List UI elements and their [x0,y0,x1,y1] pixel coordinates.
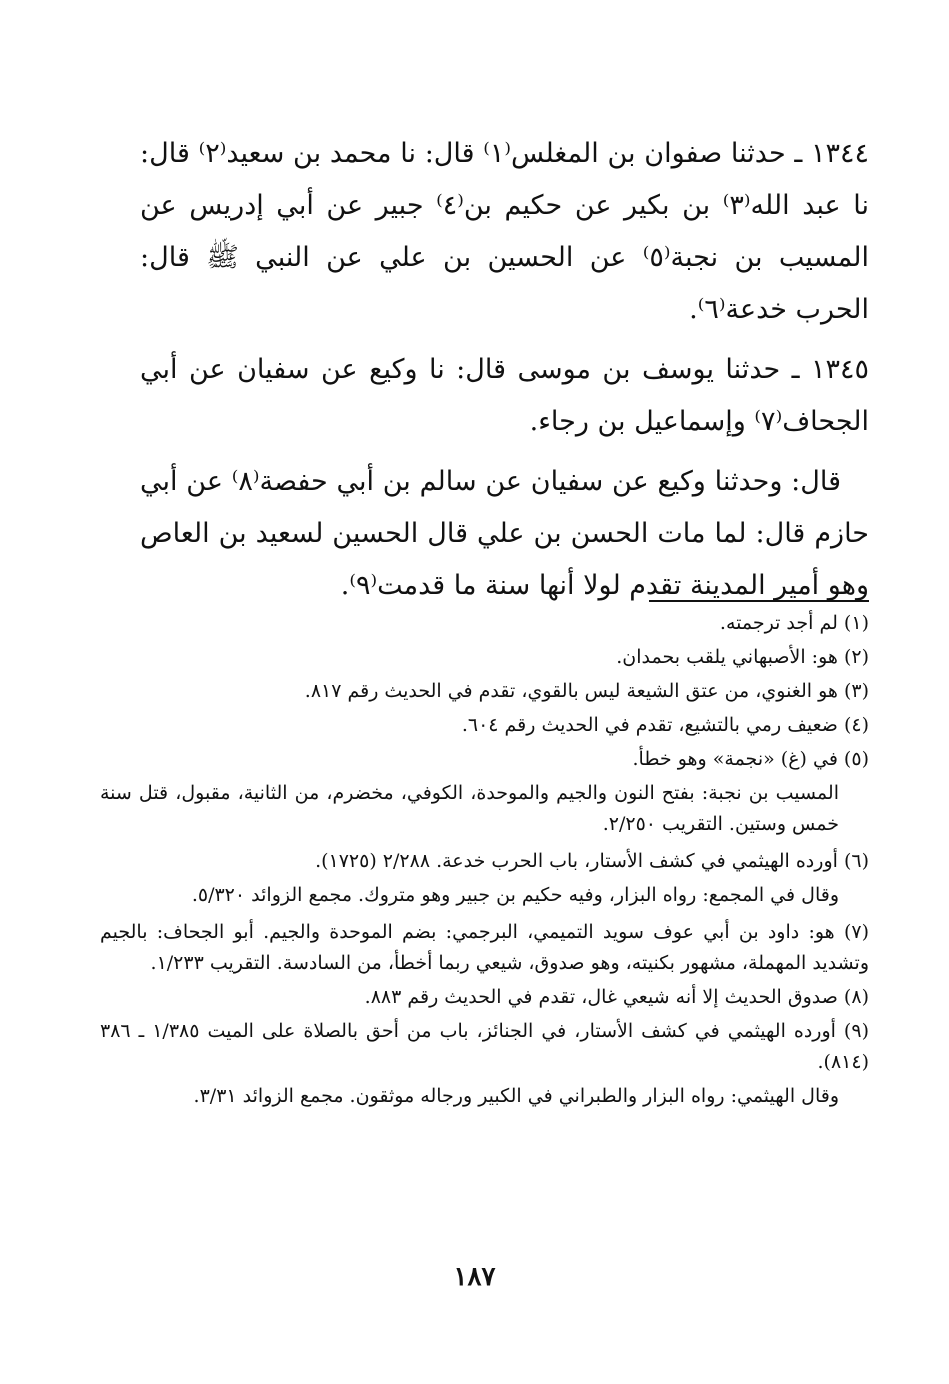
footnote-9: (٩) أورده الهيثمي في كشف الأستار، في الجنائز، باب من أحق بالصلاة على الميت ١/٣٨٥ ـ ٣٨٦ (٨١٤). [100,1020,869,1073]
main-text [140,128,869,620]
footnote-separator [649,600,869,602]
hadith-1344: ١٣٤٤ ـ حدثنا صفوان بن المغلس⁽١⁾ قال: نا محمد بن سعيد⁽٢⁾ قال: نا عبد الله⁽٣⁾ بن بكير عن حكيم بن⁽٤⁾ جبير عن أبي إدريس عن المسيب بن نجبة⁽٥⁾ عن الحسين بن علي عن النبي ﷺ قال: الحرب خدعة⁽٦⁾. [140,138,869,325]
footnote-4: (٤) ضعيف رمي بالتشيع، تقدم في الحديث رقم ٦٠٤. [461,714,869,736]
footnotes [100,608,869,1118]
footnote-9-detail: وقال الهيثمي: رواه البزار والطبراني في الكبير ورجاله موثقون. مجمع الزوائد ٣/٣١. [193,1085,839,1107]
hadith-1345-continuation: قال: وحدثنا وكيع عن سفيان عن سالم بن أبي حفصة⁽٨⁾ عن أبي حازم قال: لما مات الحسن بن علي قال الحسين لسعيد بن العاص وهو أمير المدينة تقدم لولا أنها سنة ما قدمت⁽٩⁾. [140,466,869,601]
footnote-3: (٣) هو الغنوي، من عتق الشيعة ليس بالقوي، تقدم في الحديث رقم ٨١٧. [304,680,869,702]
footnote-6-detail: وقال في المجمع: رواه البزار، وفيه حكيم بن جبير وهو متروك. مجمع الزوائد ٥/٣٢٠. [191,884,839,906]
footnote-6: (٦) أورده الهيثمي في كشف الأستار، باب الحرب خدعة. ٢/٢٨٨ (١٧٢٥). [315,850,869,872]
page-number: ١٨٧ [453,1262,496,1292]
footnote-7: (٧) هو: داود بن أبي عوف سويد التميمي، البرجمي: بضم الموحدة والجيم. أبو الجحاف: بالجيم وتشديد المهملة، مشهور بكنيته، وهو صدوق، شيعي ربما أخطأ، من السادسة. التقريب ١/٢٣٣. [100,921,869,974]
footnote-5: (٥) في (غ) «نجمة» وهو خطأ. [632,748,869,770]
footnote-2: (٢) هو: الأصبهاني يلقب بحمدان. [616,646,869,668]
hadith-1345: ١٣٤٥ ـ حدثنا يوسف بن موسى قال: نا وكيع عن سفيان عن أبي الجحاف⁽٧⁾ وإسماعيل بن رجاء. [140,354,869,437]
footnote-5-detail: المسيب بن نجبة: بفتح النون والجيم والموحدة، الكوفي، مخضرم، من الثانية، مقبول، قتل سنة خمس وستين. التقريب ٢/٢٥٠. [100,782,839,835]
footnote-8: (٨) صدوق الحديث إلا أنه شيعي غال، تقدم في الحديث رقم ٨٨٣. [364,986,869,1008]
footnote-1: (١) لم أجد ترجمته. [719,612,869,634]
